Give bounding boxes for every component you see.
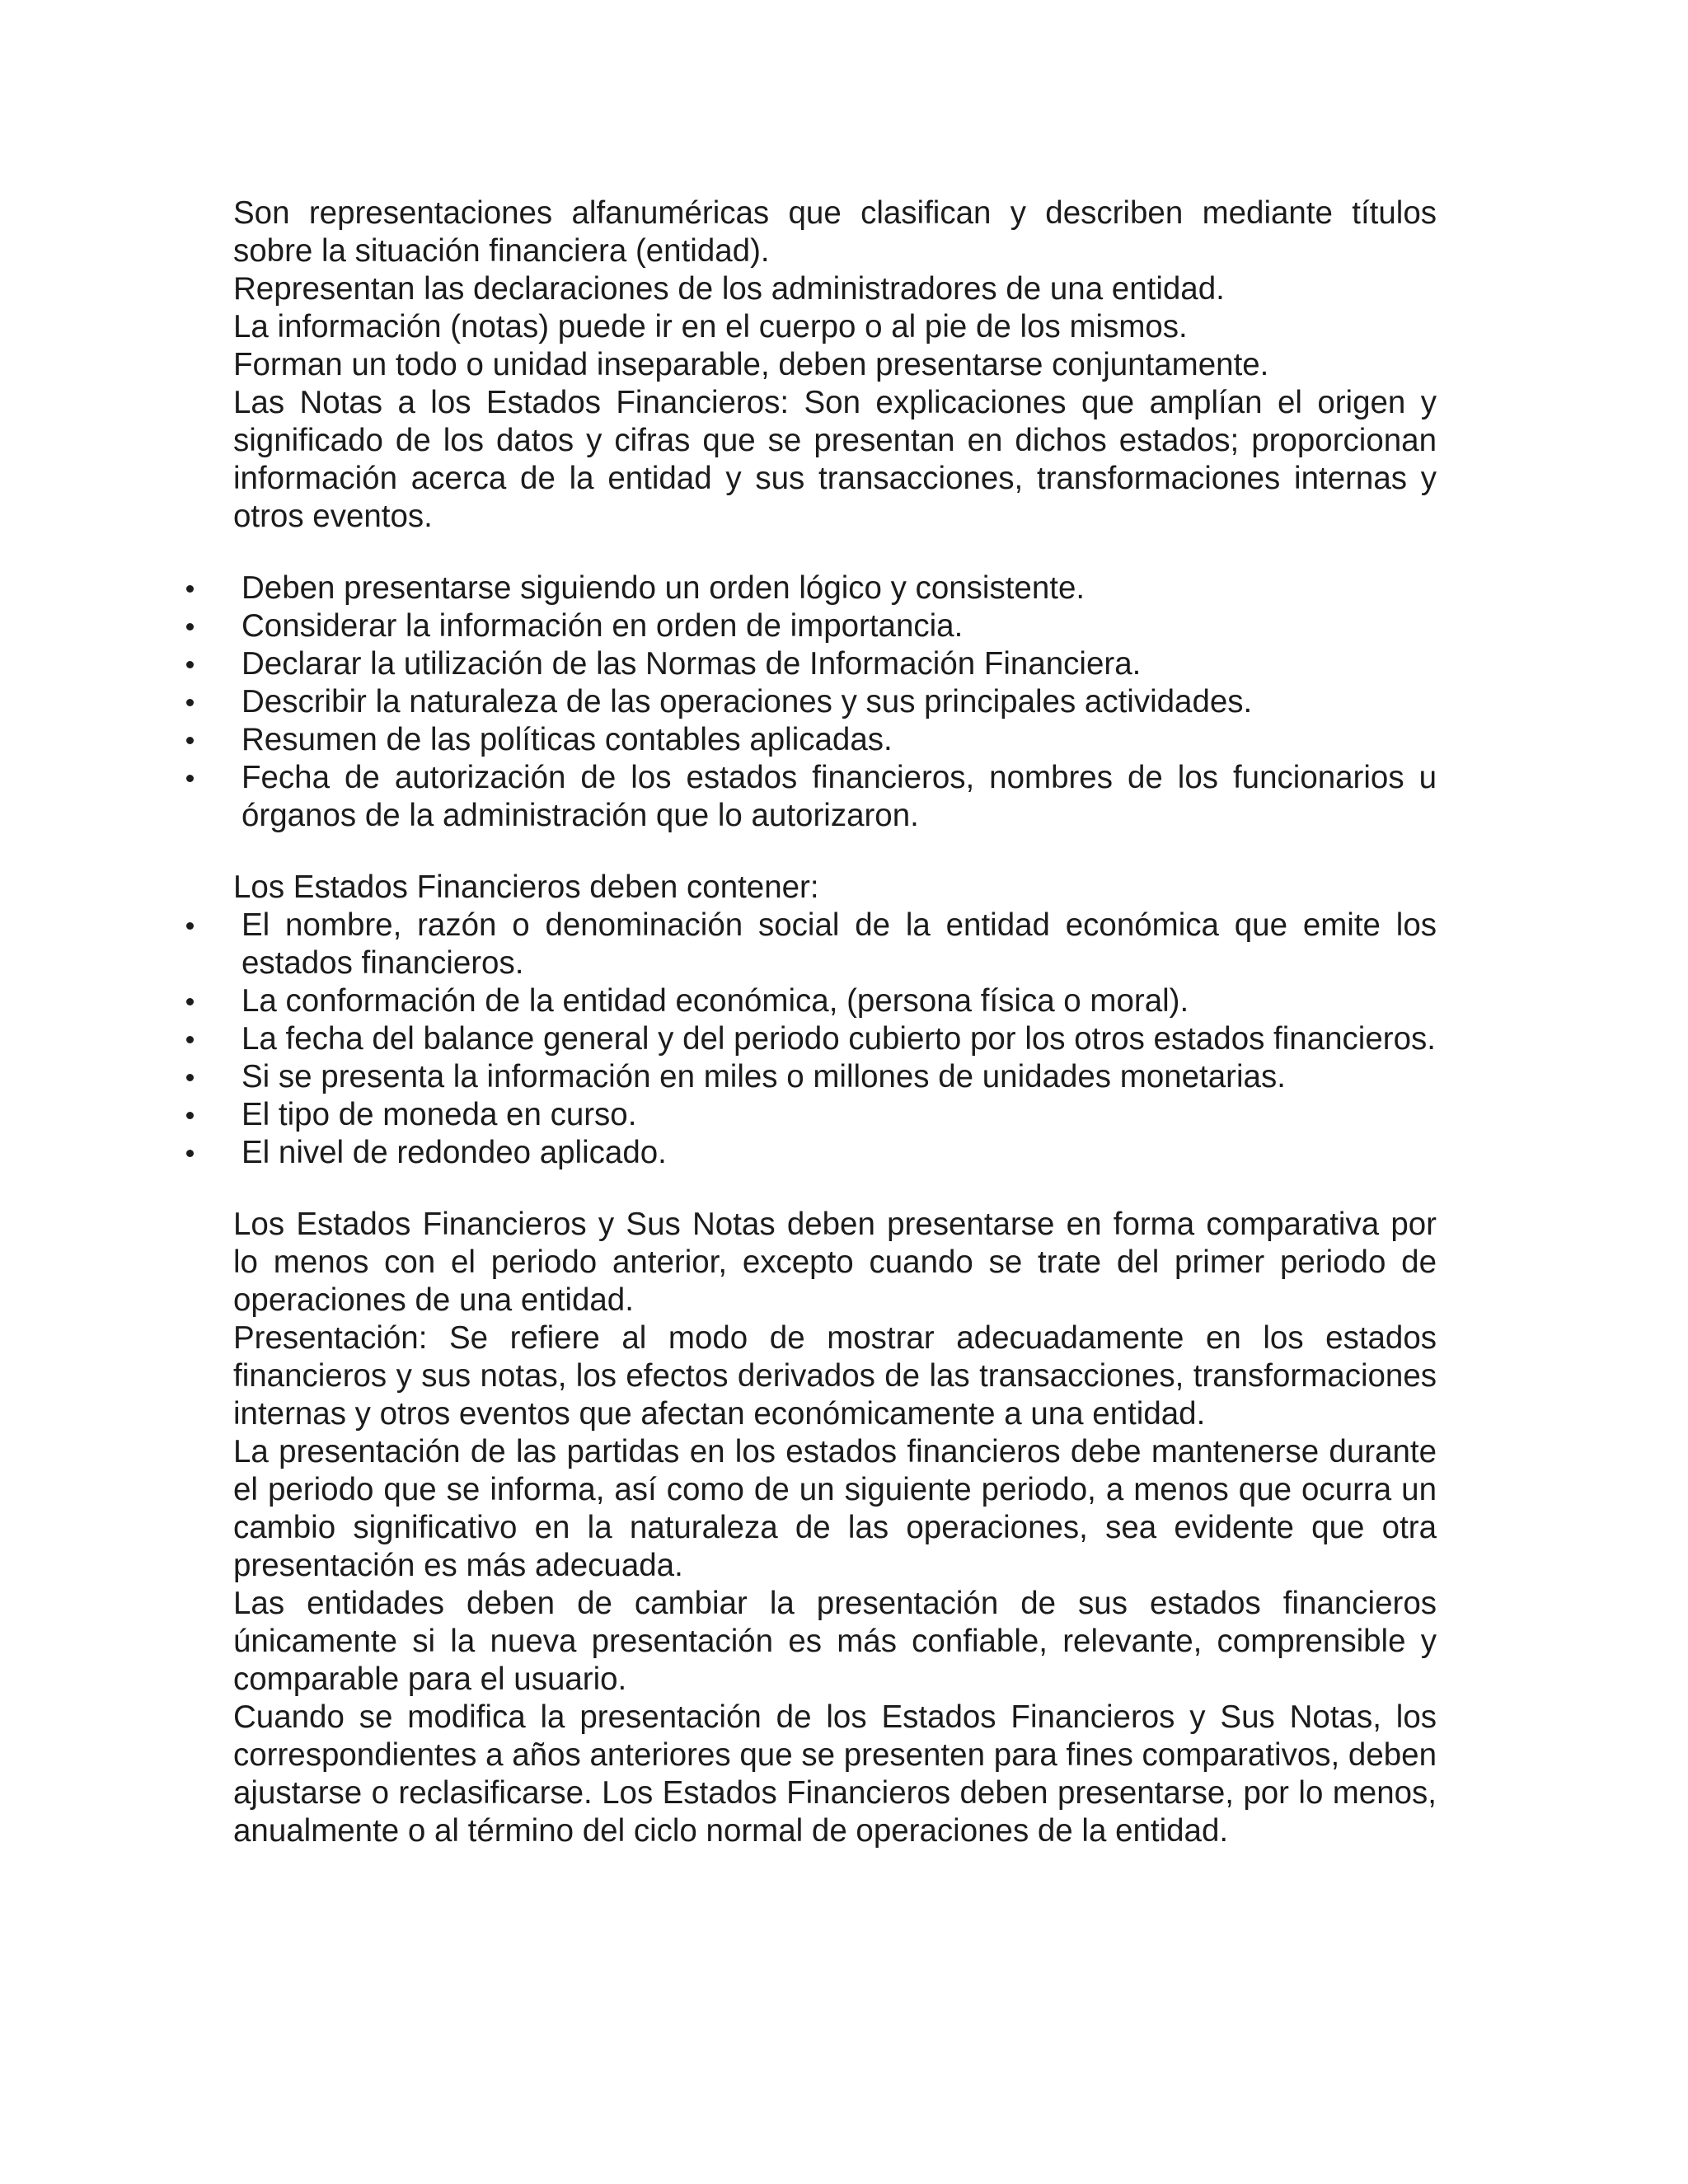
list-item-text: El nivel de redondeo aplicado. bbox=[241, 1135, 667, 1170]
bullet-icon bbox=[186, 661, 194, 668]
list-item bbox=[233, 907, 1437, 982]
list-item bbox=[233, 1058, 1437, 1096]
list-item bbox=[233, 569, 1437, 607]
closing-paragraph: Presentación: Se refiere al modo de mostrar adecuadamente en los estados financieros y sus notas, los efectos derivados de las transacciones, transformaciones internas y otros eventos que afectan económicamente a una entidad. bbox=[233, 1320, 1437, 1432]
intro-paragraph: Forman un todo o unidad inseparable, deben presentarse conjuntamente. bbox=[233, 347, 1269, 382]
bullet-icon bbox=[186, 1036, 194, 1043]
contents-bullet-list bbox=[233, 907, 1437, 1172]
list-item-text: Declarar la utilización de las Normas de Información Financiera. bbox=[241, 646, 1142, 682]
list-item-text: La fecha del balance general y del periodo cubierto por los otros estados financieros. bbox=[241, 1021, 1436, 1057]
list-item-text: El tipo de moneda en curso. bbox=[241, 1097, 637, 1132]
closing-paragraph: Las entidades deben de cambiar la presentación de sus estados financieros únicamente si la nueva presentación es más confiable, relevante, comprensible y comparable para el usuario. bbox=[233, 1586, 1437, 1697]
list-item bbox=[233, 759, 1437, 835]
list-item-text: Fecha de autorización de los estados financieros, nombres de los funcionarios u órganos de la administración que lo autorizaron. bbox=[241, 760, 1437, 833]
document-body bbox=[233, 194, 1437, 1850]
spacer bbox=[233, 1172, 1437, 1206]
list-item bbox=[233, 645, 1437, 683]
list-item-text: El nombre, razón o denominación social de la entidad económica que emite los estados financieros. bbox=[241, 907, 1437, 981]
list-item bbox=[233, 982, 1437, 1020]
spacer bbox=[233, 536, 1437, 569]
intro-paragraph: Representan las declaraciones de los administradores de una entidad. bbox=[233, 271, 1225, 307]
spacer bbox=[233, 835, 1437, 869]
list-item bbox=[233, 607, 1437, 645]
list-item bbox=[233, 1096, 1437, 1134]
list-item-text: Si se presenta la información en miles o millones de unidades monetarias. bbox=[241, 1059, 1286, 1094]
intro-paragraph: Son representaciones alfanuméricas que clasifican y describen mediante títulos sobre la situación financiera (entidad). bbox=[233, 195, 1437, 269]
bullet-icon bbox=[186, 585, 194, 593]
bullet-icon bbox=[186, 922, 194, 930]
bullet-icon bbox=[186, 775, 194, 782]
list-item bbox=[233, 1020, 1437, 1058]
list-item-text: Resumen de las políticas contables aplicadas. bbox=[241, 722, 893, 757]
bullet-icon bbox=[186, 699, 194, 706]
closing-paragraph: La presentación de las partidas en los estados financieros debe mantenerse durante el periodo que se informa, así como de un siguiente periodo, a menos que ocurra un cambio significativo en la naturaleza de las operaciones, sea evidente que otra presentación es más adecuada. bbox=[233, 1434, 1437, 1583]
bullet-icon bbox=[186, 623, 194, 630]
bullet-icon bbox=[186, 1112, 194, 1119]
bullet-icon bbox=[186, 1150, 194, 1157]
list-item bbox=[233, 683, 1437, 721]
bullet-icon bbox=[186, 998, 194, 1005]
list-item-text: La conformación de la entidad económica, (persona física o moral). bbox=[241, 983, 1189, 1019]
intro-paragraph: La información (notas) puede ir en el cuerpo o al pie de los mismos. bbox=[233, 309, 1188, 344]
closing-paragraph: Cuando se modifica la presentación de los Estados Financieros y Sus Notas, los correspondientes a años anteriores que se presenten para fines comparativos, deben ajustarse o reclasificarse. Los Estados Financieros deben presentarse, por lo menos, anualmente o al término del ciclo normal de operaciones de la entidad. bbox=[233, 1699, 1437, 1849]
section-heading: Los Estados Financieros deben contener: bbox=[233, 869, 819, 905]
intro-paragraph: Las Notas a los Estados Financieros: Son explicaciones que amplían el origen y significado de los datos y cifras que se presentan en dichos estados; proporcionan información acerca de la entidad y sus transacciones, transformaciones internas y otros eventos. bbox=[233, 385, 1437, 534]
closing-paragraph: Los Estados Financieros y Sus Notas deben presentarse en forma comparativa por lo menos con el periodo anterior, excepto cuando se trate del primer periodo de operaciones de una entidad. bbox=[233, 1207, 1437, 1318]
bullet-icon bbox=[186, 1074, 194, 1081]
list-item bbox=[233, 721, 1437, 759]
bullet-icon bbox=[186, 737, 194, 744]
list-item bbox=[233, 1134, 1437, 1172]
list-item-text: Deben presentarse siguiendo un orden lógico y consistente. bbox=[241, 570, 1085, 606]
list-item-text: Describir la naturaleza de las operaciones y sus principales actividades. bbox=[241, 684, 1253, 719]
list-item-text: Considerar la información en orden de importancia. bbox=[241, 608, 964, 644]
notes-bullet-list bbox=[233, 569, 1437, 835]
